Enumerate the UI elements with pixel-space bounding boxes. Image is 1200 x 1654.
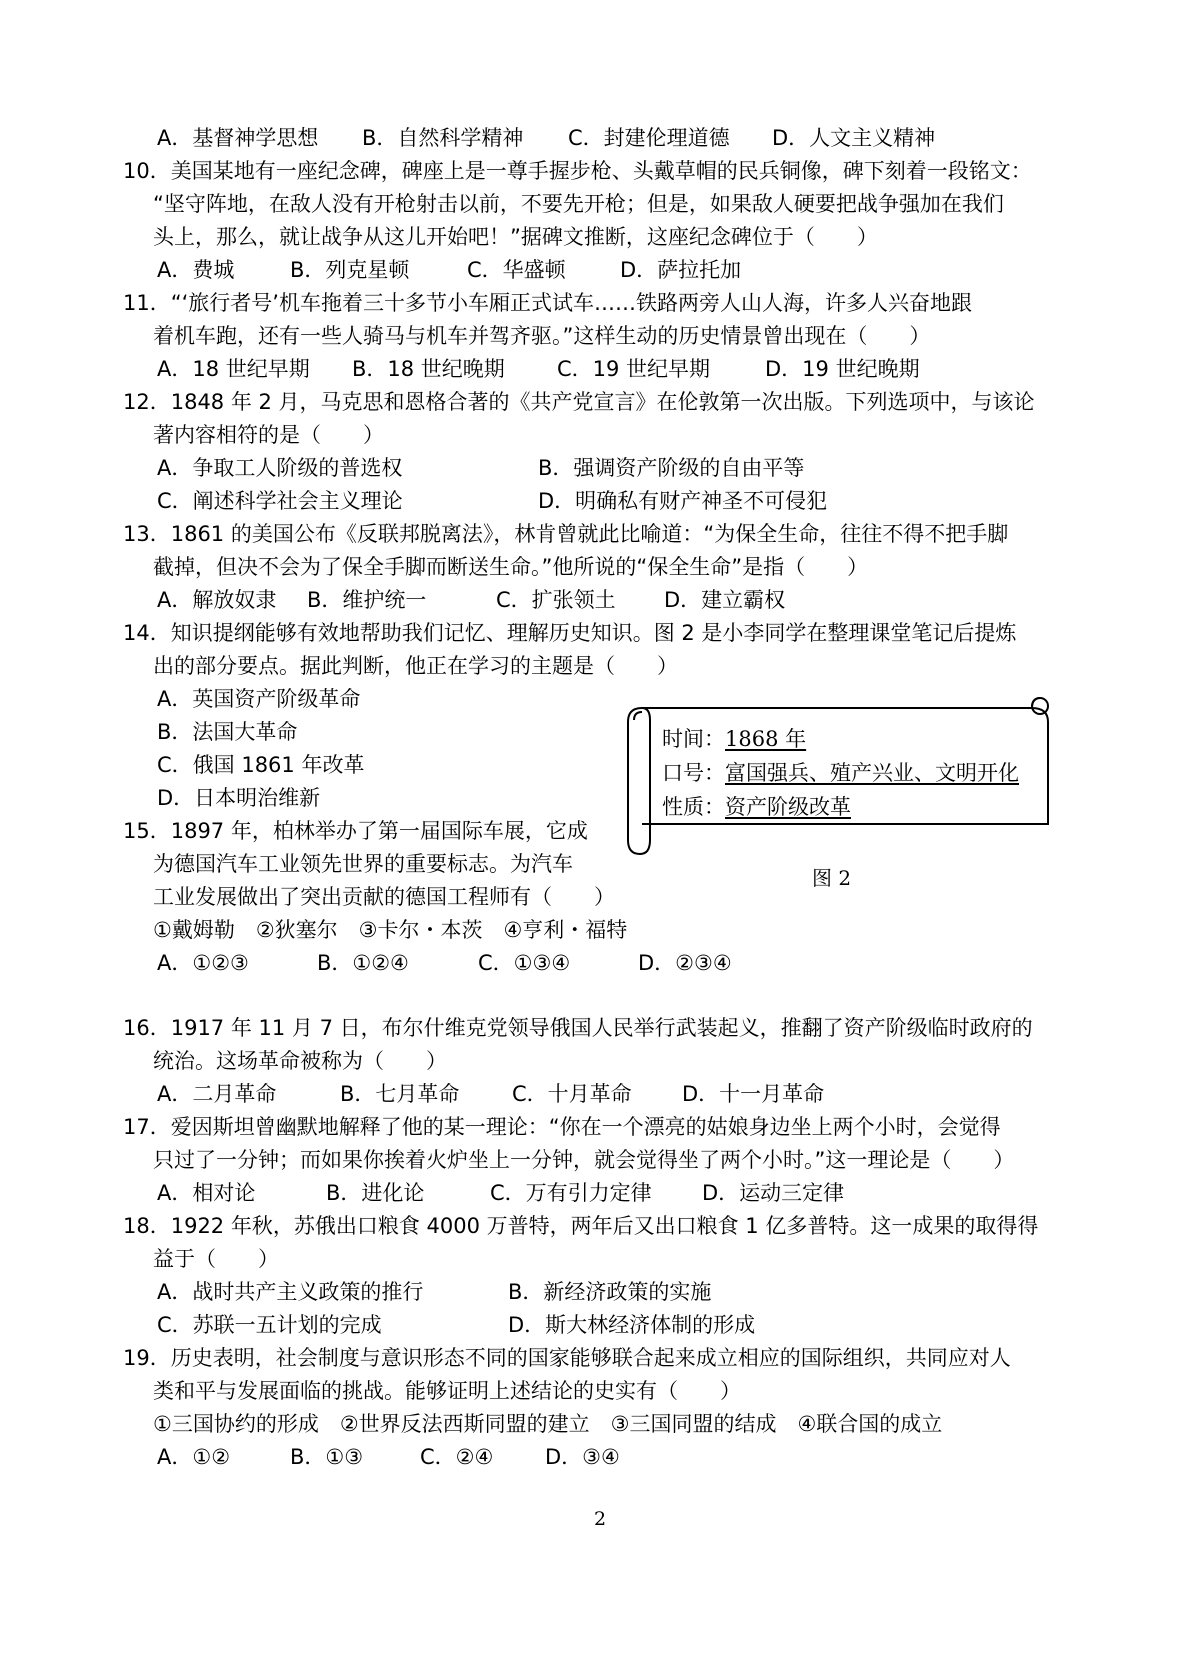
q15-stem-line1: 15．1897 年，柏林举办了第一届国际车展，它成 bbox=[123, 819, 588, 843]
q15-option-c: C．①③④ bbox=[478, 951, 571, 975]
q17-option-a: A．相对论 bbox=[157, 1181, 256, 1205]
q16-stem-line2: 统治。这场革命被称为（ ） bbox=[153, 1049, 447, 1073]
q9-option-a: A．基督神学思想 bbox=[157, 126, 319, 150]
q16-option-a: A．二月革命 bbox=[157, 1082, 277, 1106]
q18-stem-line2: 益于（ ） bbox=[153, 1247, 279, 1271]
q16-option-b: B．七月革命 bbox=[340, 1082, 460, 1106]
q10-stem-line3: 头上，那么，就让战争从这儿开始吧！”据碑文推断，这座纪念碑位于（ ） bbox=[153, 225, 878, 249]
q17-option-d: D．运动三定律 bbox=[702, 1181, 845, 1205]
q10-option-c: C．华盛顿 bbox=[467, 258, 566, 282]
q16-option-c: C．十月革命 bbox=[512, 1082, 632, 1106]
q12-option-a: A．争取工人阶级的普选权 bbox=[157, 456, 403, 480]
figure-slogan-label: 口号： bbox=[662, 761, 725, 785]
figure-slogan-value: 富国强兵、殖产兴业、文明开化 bbox=[725, 761, 1019, 785]
q15-option-a: A．①②③ bbox=[157, 951, 249, 975]
q15-items: ①戴姆勒 ②狄塞尔 ③卡尔・本茨 ④亨利・福特 bbox=[153, 918, 628, 942]
q10-stem-line2: “坚守阵地，在敌人没有开枪射击以前，不要先开枪；但是，如果敌人硬要把战争强加在我们 bbox=[153, 192, 1004, 216]
q17-stem-line1: 17．爱因斯坦曾幽默地解释了他的某一理论：“你在一个漂亮的姑娘身边坐上两个小时，会觉得 bbox=[123, 1115, 1001, 1139]
q16-option-d: D．十一月革命 bbox=[682, 1082, 825, 1106]
q11-stem-line1: 11．“‘旅行者号’机车拖着三十多节小车厢正式试车……铁路两旁人山人海，许多人兴奋地跟 bbox=[123, 291, 972, 315]
q19-option-d: D．③④ bbox=[545, 1445, 620, 1469]
q10-stem-line1: 10．美国某地有一座纪念碑，碑座上是一尊手握步枪、头戴草帽的民兵铜像，碑下刻着一段铭文： bbox=[123, 159, 1032, 183]
q13-stem-line2: 截掉，但决不会为了保全手脚而断送生命。”他所说的“保全生命”是指（ ） bbox=[153, 555, 869, 579]
q12-option-d: D．明确私有财产神圣不可侵犯 bbox=[538, 489, 828, 513]
q14-option-b: B．法国大革命 bbox=[157, 720, 298, 744]
q18-stem-line1: 18．1922 年秋，苏俄出口粮食 4000 万普特，两年后又出口粮食 1 亿多普特。这一成果的取得得 bbox=[123, 1214, 1039, 1238]
page-number: 2 bbox=[594, 1508, 607, 1530]
figure-nature-label: 性质： bbox=[662, 795, 725, 819]
q17-option-b: B．进化论 bbox=[326, 1181, 425, 1205]
q11-option-a: A．18 世纪早期 bbox=[157, 357, 310, 381]
q18-option-b: B．新经济政策的实施 bbox=[508, 1280, 712, 1304]
q14-stem-line2: 出的部分要点。据此判断，他正在学习的主题是（ ） bbox=[153, 654, 678, 678]
q16-stem-line1: 16．1917 年 11 月 7 日，布尔什维克党领导俄国人民举行武装起义，推翻了资产阶级临时政府的 bbox=[123, 1016, 1033, 1040]
q14-stem-line1: 14．知识提纲能够有效地帮助我们记忆、理解历史知识。图 2 是小李同学在整理课堂笔记后提炼 bbox=[123, 621, 1017, 645]
q11-stem-line2: 着机车跑，还有一些人骑马与机车并驾齐驱。”这样生动的历史情景曾出现在（ ） bbox=[153, 324, 931, 348]
q9-option-c: C．封建伦理道德 bbox=[568, 126, 730, 150]
figure-time-value: 1868 年 bbox=[725, 727, 807, 751]
figure-time-label: 时间： bbox=[662, 727, 725, 751]
q17-option-c: C．万有引力定律 bbox=[490, 1181, 652, 1205]
figure-nature-row bbox=[662, 792, 851, 822]
q10-option-d: D．萨拉托加 bbox=[620, 258, 742, 282]
q13-option-c: C．扩张领土 bbox=[496, 588, 616, 612]
q11-option-c: C．19 世纪早期 bbox=[557, 357, 711, 381]
q19-option-b: B．①③ bbox=[290, 1445, 364, 1469]
q13-option-b: B．维护统一 bbox=[307, 588, 427, 612]
q19-stem-line1: 19．历史表明，社会制度与意识形态不同的国家能够联合起来成立相应的国际组织，共同应对人 bbox=[123, 1346, 1011, 1370]
q12-option-c: C．阐述科学社会主义理论 bbox=[157, 489, 403, 513]
q11-option-d: D．19 世纪晚期 bbox=[765, 357, 920, 381]
q19-option-a: A．①② bbox=[157, 1445, 231, 1469]
q14-option-a: A．英国资产阶级革命 bbox=[157, 687, 361, 711]
q9-option-b: B．自然科学精神 bbox=[362, 126, 524, 150]
figure-caption: 图 2 bbox=[812, 866, 852, 890]
figure-time-row bbox=[662, 724, 806, 754]
q18-option-c: C．苏联一五计划的完成 bbox=[157, 1313, 382, 1337]
q10-option-b: B．列克星顿 bbox=[290, 258, 410, 282]
q12-option-b: B．强调资产阶级的自由平等 bbox=[538, 456, 805, 480]
q19-stem-line2: 类和平与发展面临的挑战。能够证明上述结论的史实有（ ） bbox=[153, 1379, 741, 1403]
q10-option-a: A．费城 bbox=[157, 258, 235, 282]
q9-option-d: D．人文主义精神 bbox=[772, 126, 936, 150]
q15-stem-line3: 工业发展做出了突出贡献的德国工程师有（ ） bbox=[153, 885, 615, 909]
q11-option-b: B．18 世纪晚期 bbox=[352, 357, 505, 381]
figure-nature-value: 资产阶级改革 bbox=[725, 795, 851, 819]
q15-option-b: B．①②④ bbox=[317, 951, 409, 975]
q14-option-d: D．日本明治维新 bbox=[157, 786, 321, 810]
q13-stem-line1: 13．1861 的美国公布《反联邦脱离法》，林肯曾就此比喻道：“为保全生命，往往不得不把手脚 bbox=[123, 522, 1009, 546]
q18-option-a: A．战时共产主义政策的推行 bbox=[157, 1280, 424, 1304]
figure-slogan-row bbox=[662, 758, 1019, 788]
q15-stem-line2: 为德国汽车工业领先世界的重要标志。为汽车 bbox=[153, 852, 573, 876]
q18-option-d: D．斯大林经济体制的形成 bbox=[508, 1313, 756, 1337]
q19-items: ①三国协约的形成 ②世界反法西斯同盟的建立 ③三国同盟的结成 ④联合国的成立 bbox=[153, 1412, 943, 1436]
q12-stem-line1: 12．1848 年 2 月，马克思和恩格合著的《共产党宣言》在伦敦第一次出版。下列选项中，与该论 bbox=[123, 390, 1035, 414]
q15-option-d: D．②③④ bbox=[638, 951, 732, 975]
q13-option-a: A．解放奴隶 bbox=[157, 588, 277, 612]
q19-option-c: C．②④ bbox=[420, 1445, 494, 1469]
q14-option-c: C．俄国 1861 年改革 bbox=[157, 753, 365, 777]
q17-stem-line2: 只过了一分钟；而如果你挨着火炉坐上一分钟，就会觉得坐了两个小时。”这一理论是（ ） bbox=[153, 1148, 1015, 1172]
q12-stem-line2: 著内容相符的是（ ） bbox=[153, 423, 384, 447]
q13-option-d: D．建立霸权 bbox=[664, 588, 786, 612]
